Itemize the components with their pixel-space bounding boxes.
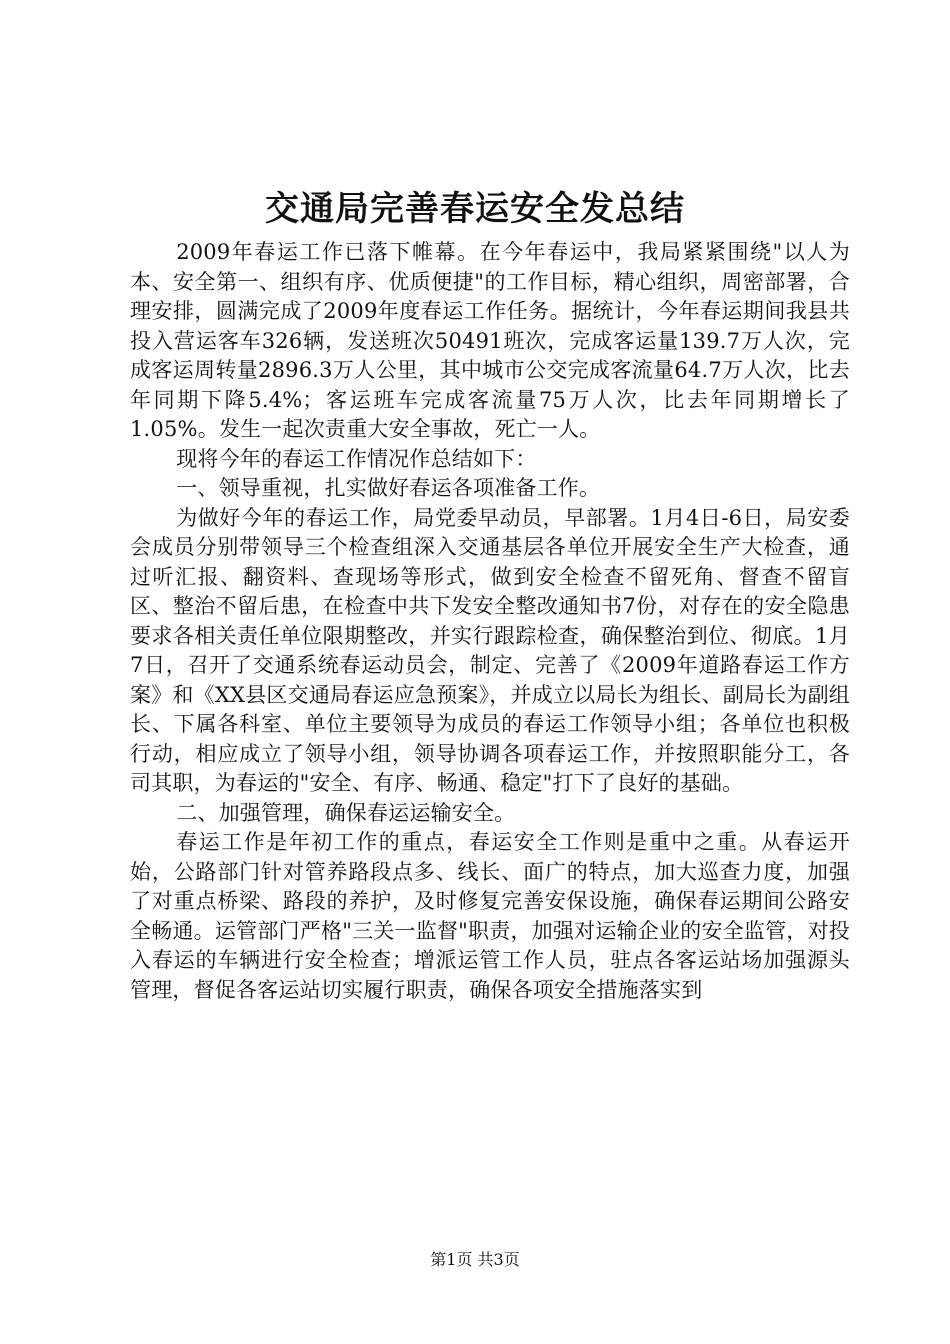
paragraph-section-2: 春运工作是年初工作的重点，春运安全工作则是重中之重。从春运开始，公路部门针对管养路段点多、线长、面广的特点，加大巡查力度，加强了对重点桥梁、路段的养护，及时修复完善安保设施，确保春运期间公路安全畅通。运管部门严格"三关一监督"职责，加强对运输企业的安全监管，对投入春运的车辆进行安全检查；增派运管工作人员，驻点各客运站场加强源头管理，督促各客运站切实履行职责，确保各项安全措施落实到 <box>130 830 850 1002</box>
paragraph-summary-lead: 现将今年的春运工作情况作总结如下： <box>176 446 537 471</box>
section-heading-1: 一、领导重视，扎实做好春运各项准备工作。 <box>176 476 601 500</box>
document-title: 交通局完善春运安全发总结 <box>265 189 685 229</box>
page-footer: 第1页 共3页 <box>430 1250 520 1269</box>
paragraph-intro: 2009年春运工作已落下帷幕。在今年春运中，我局紧紧围绕"以人为本、安全第一、组织有序、优质便捷"的工作目标，精心组织，周密部署，合理安排，圆满完成了2009年度春运工作任务。据统计，今年春运期间我县共投入营运客车326辆，发送班次50491班次，完成客运量139.7万人次，完成客运周转量2896.3万人公里，其中城市公交完成客流量64.7万人次，比去年同期下降5.4%；客运班车完成客流量75万人次，比去年同期增长了1.05%。发生一起次责重大安全事故，死亡一人。 <box>130 240 850 441</box>
document-body <box>130 238 850 1005</box>
paragraph-section-1: 为做好今年的春运工作，局党委早动员，早部署。1月4日-6日，局安委会成员分别带领导三个检查组深入交通基层各单位开展安全生产大检查，通过听汇报、翻资料、查现场等形式，做到安全检查不留死角、督查不留盲区、整治不留后患，在检查中共下发安全整改通知书7份，对存在的安全隐患要求各相关责任单位限期整改，并实行跟踪检查，确保整治到位、彻底。1月7日，召开了交通系统春运动员会，制定、完善了《2009年道路春运工作方案》和《XX县区交通局春运应急预案》，并成立以局长为组长、副局长为副组长、下属各科室、单位主要领导为成员的春运工作领导小组；各单位也积极行动，相应成立了领导小组，领导协调各项春运工作，并按照职能分工，各司其职，为春运的"安全、有序、畅通、稳定"打下了良好的基础。 <box>130 505 850 795</box>
section-heading-2: 二、加强管理，确保春运运输安全。 <box>176 800 516 825</box>
